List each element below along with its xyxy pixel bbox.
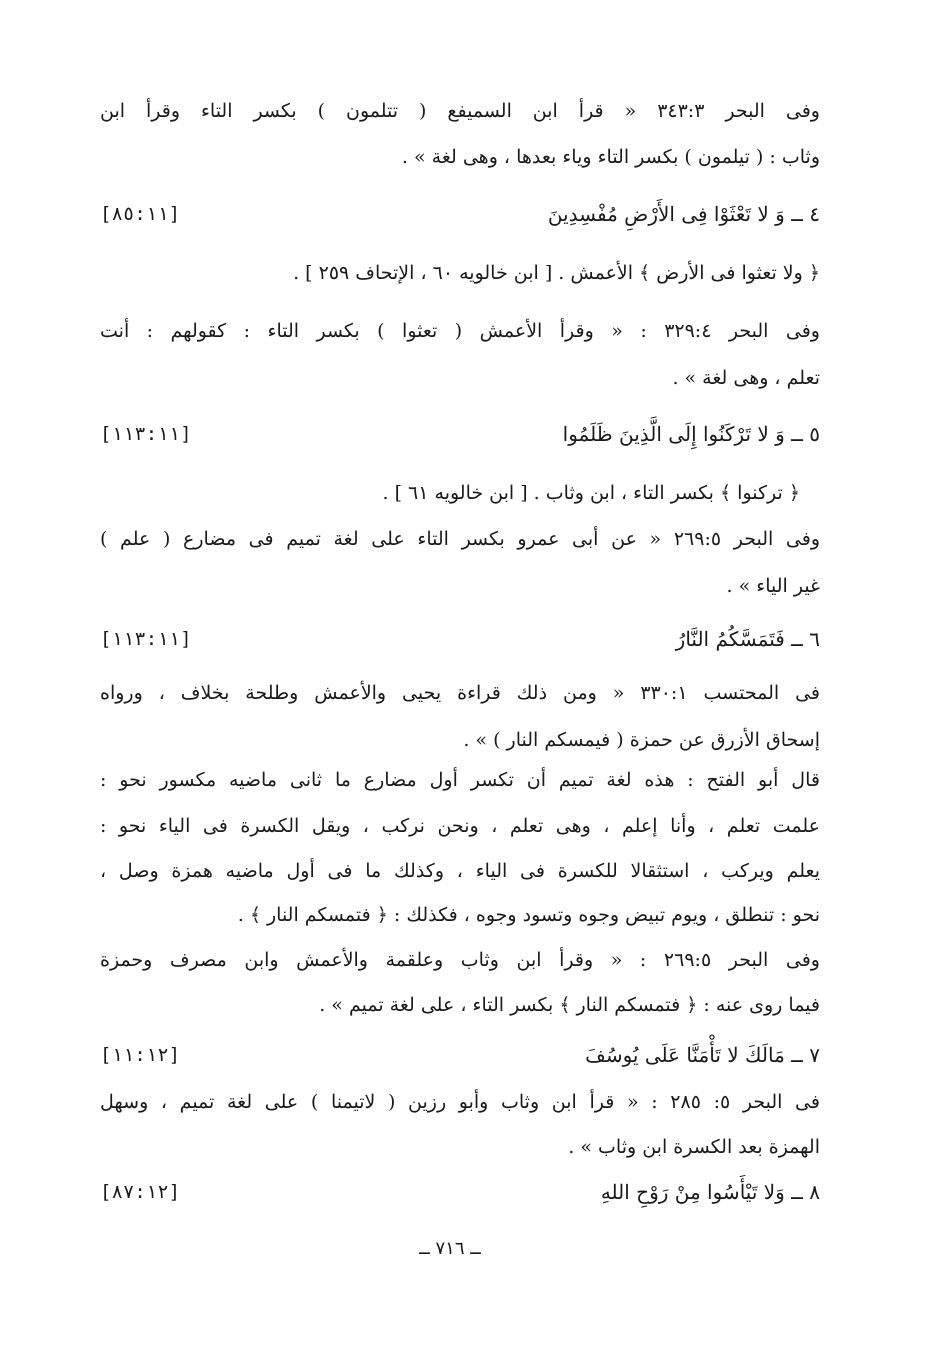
verse-reference: [١١٣:١١]: [100, 423, 192, 445]
verse-reference: [٨٥:١١]: [100, 203, 181, 225]
text-line: ﴿ ولا تعثوا فى الأرض ﴾ الأعمش . [ ابن خالويه ٦٠ ، الإتحاف ٢٥٩ ] .: [293, 262, 820, 284]
verse-heading: ٨ ــ وَلا تَيْأَسُوا مِنْ رَوْحِ اللهِ: [600, 1180, 820, 1204]
verse-heading: ٦ ــ فَتَمَسَّكُمُ النَّارُ: [675, 627, 820, 651]
page-number: ــ ٧١٦ ــ: [419, 1238, 481, 1259]
verse-reference: [٨٧:١٢]: [100, 1181, 181, 1203]
text-line: وفى البحر ٢٦٩:٥ « عن أبى عمرو بكسر التاء على لغة تميم فى مضارع ( علم ): [100, 528, 820, 550]
text-line: فى البحر ٥: ٢٨٥ : « قرأ ابن وثاب وأبو رزين ( لاتيمنا ) على لغة تميم ، وسهل: [100, 1091, 820, 1113]
verse-reference: [١١:١٢]: [100, 1044, 181, 1066]
text-line: إسحاق الأزرق عن حمزة ( فيمسكم النار ) » .: [463, 729, 820, 751]
text-line: وفى البحر ٢٦٩:٥ : « وقرأ ابن وثاب وعلقمة والأعمش وابن مصرف وحمزة: [100, 949, 820, 971]
text-line: غير الياء » .: [726, 575, 820, 597]
text-line: علمت تعلم ، وأنا إعلم ، وهى تعلم ، ونحن نركب ، ويقل الكسرة فى الياء نحو :: [100, 815, 820, 837]
verse-heading: ٥ ــ وَ لا تَرْكَنُوا إِلَى الَّذِينَ ظَلَمُوا: [562, 422, 820, 446]
text-line: الهمزة بعد الكسرة ابن وثاب » .: [568, 1136, 820, 1158]
text-line: وفى البحر ٣٢٩:٤ : « وقرأ الأعمش ( تعثوا ) بكسر التاء : كقولهم : أنت: [100, 320, 820, 342]
text-line: فيما روى عنه : ﴿ فتمسكم النار ﴾ بكسر التاء ، على لغة تميم » .: [319, 994, 820, 1016]
text-line: فى المحتسب ٣٣٠:١ « ومن ذلك قراءة يحيى والأعمش وطلحة بخلاف ، ورواه: [100, 682, 821, 704]
text-line: يعلم ويركب ، استثقالا للكسرة فى الياء ، وكذلك ما فى أول ماضيه همزة وصل ،: [100, 860, 820, 882]
verse-heading: ٧ ــ مَالَكَ لا تَأْمَنَّا عَلَى يُوسُفَ: [585, 1043, 820, 1067]
text-line: قال أبو الفتح : هذه لغة تميم أن تكسر أول مضارع ما ثانى ماضيه مكسور نحو :: [100, 769, 820, 791]
text-line: نحو : تنطلق ، ويوم تبيض وجوه وتسود وجوه ، فكذلك : ﴿ فتمسكم النار ﴾ .: [237, 904, 820, 926]
text-line: وفى البحر ٣٤٣:٣ « قرأ ابن السميفع ( تتلمون ) بكسر التاء وقرأ ابن: [100, 100, 820, 122]
text-line: تعلم ، وهى لغة » .: [672, 367, 820, 389]
text-line: وثاب : ( تيلمون ) بكسر التاء وياء بعدها ، وهى لغة » .: [401, 146, 820, 168]
verse-heading: ٤ ــ وَ لا تَعْثَوْا فِى الأَرْضِ مُفْسِدِينَ: [547, 202, 820, 226]
verse-reference: [١١٣:١١]: [100, 628, 192, 650]
text-line: ﴿ تركنوا ﴾ بكسر التاء ، ابن وثاب . [ ابن خالويه ٦١ ] .: [382, 482, 800, 504]
